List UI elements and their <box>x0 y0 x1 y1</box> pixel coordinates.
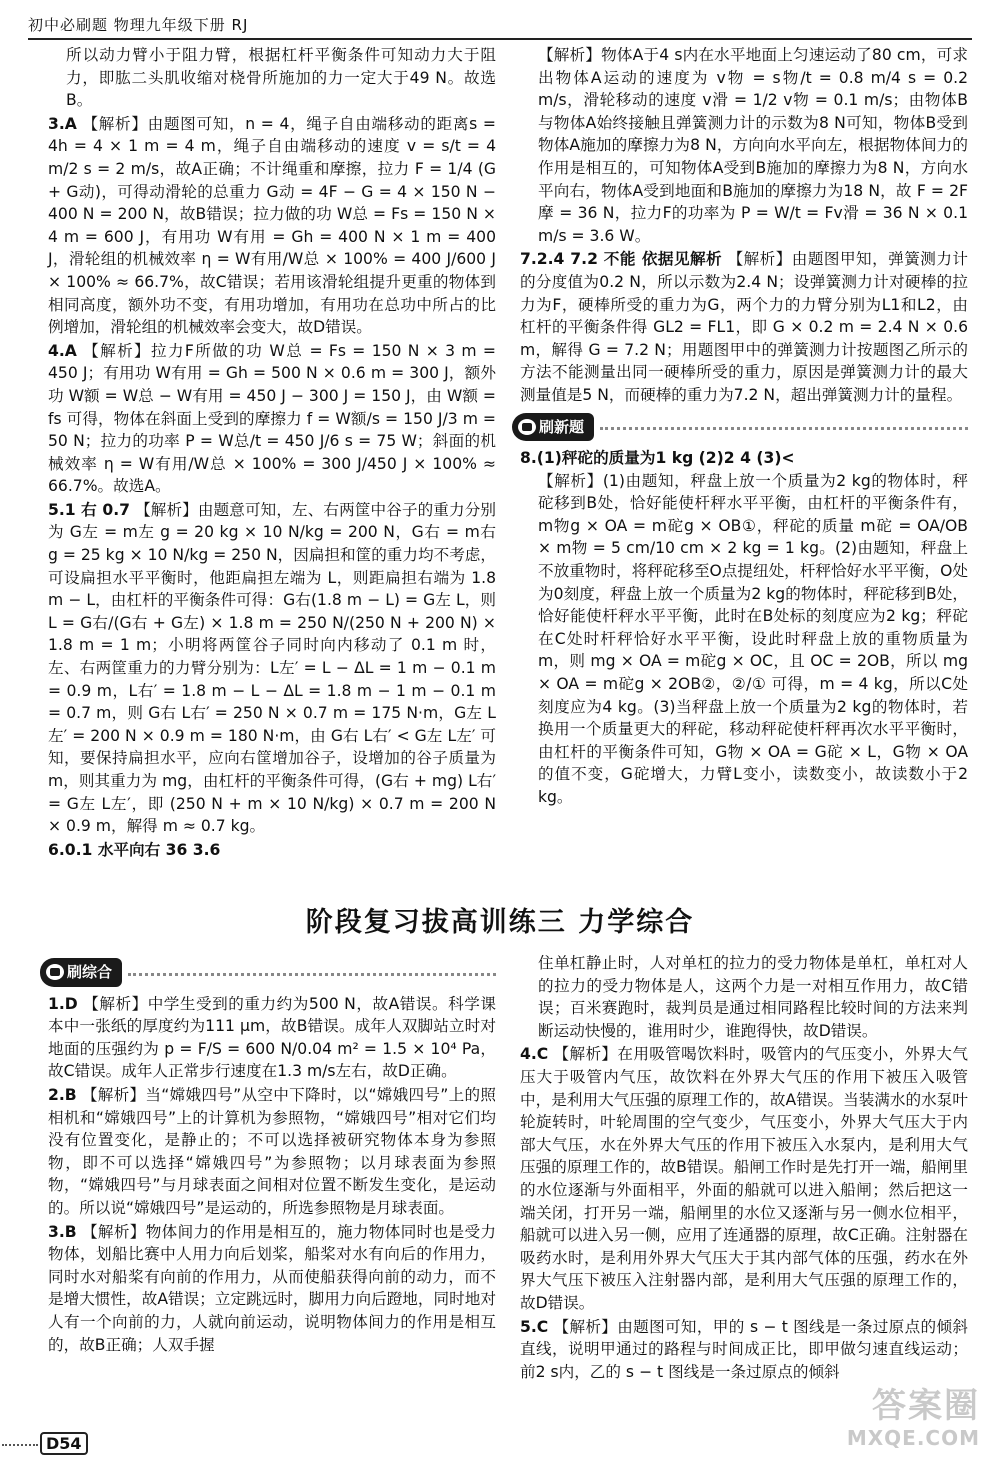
answer-5 <box>48 499 496 838</box>
answer-text: 【解析】拉力F所做的功 W总 = Fs = 150 N × 3 m = 450 J；有用功 W有用 = Gh = 500 N × 0.6 m = 300 J，额外功 W额 = W总 − W有用 = 450 J − 300 J = 150 J，由 W额 = fs 可得，物体在斜面上受到的摩擦力 f = W额/s = 150 J/3 m = 50 N；拉力的功率 P = W总/t = 450 J/6 s = 75 W；斜面的机械效率 η = W有用/W总 × 100% = 300 J/450 J × 100% ≈ 66.7%。故选A。 <box>48 341 496 496</box>
answer-number: 4.A <box>48 341 77 360</box>
answer-7 <box>520 248 968 406</box>
answer-continuation <box>48 44 496 112</box>
answer-4 <box>520 1043 968 1314</box>
answer-1 <box>48 993 496 1083</box>
answer-text: 【解析】中学生受到的重力约为500 N，故A错误。科学课本中一张纸的厚度约为111 μm，故B错误。成年人双脚站立时对地面的压强约为 p = F/S = 600 N/0.04 m² = 1.5 × 10⁴ Pa，故C错误。成年人正常步行速度在1.3 m/s左右，故D正确。 <box>48 994 496 1081</box>
answer-number: 2.B <box>48 1085 77 1104</box>
right-column-bottom <box>520 952 968 1383</box>
answer-text: 【解析】由题图可知，n = 4，绳子自由端移动的距离s = 4h = 4 × 1 m = 4 m，绳子自由端移动的速度 v = s/t = 4 m/2 s = 2 m/s，故A正确；不计绳重和摩擦，拉力 F = 1/4 (G + G动)，可得动滑轮的总重力 G动 = 4F − G = 4 × 150 N − 400 N = 200 N，故B错误；拉力做的功 W总 = Fs = 150 N × 4 m = 600 J，有用功 W有用 = Gh = 400 N × 1 m = 400 J，滑轮组的机械效率 η = W有用/W总 × 100% = 400 J/600 J × 100% ≈ 66.7%，故C错误；若用该滑轮组提升更重的物体到相同高度，额外功不变，有用功增加，有用功在总功中所占的比例增加，滑轮组的机械效率会变大，故D错误。 <box>48 114 496 337</box>
answer-3 <box>48 1221 496 1357</box>
header-title: 初中必刷题 物理九年级下册 RJ <box>28 16 249 34</box>
comprehensive-badge <box>40 958 122 987</box>
answer-number: 7.2.4 7.2 不能 依据见解析 <box>520 250 723 269</box>
answer-2 <box>48 1084 496 1220</box>
answer-number: 1.D <box>48 994 78 1013</box>
new-questions-banner <box>512 413 968 442</box>
answer-3 <box>48 113 496 339</box>
answer-text: 【解析】物体间力的作用是相互的，施力物体同时也是受力物体，划船比赛中人用力向后划桨，船桨对水有向后的作用力，同时水对船桨有向前的作用力，从而使船获得向前的动力，而不是增大惯性，故A错误；立定跳远时，脚用力向后蹬地，同时地对人有一个向前的力，人就向前运动，说明物体间力的作用是相互的，故B正确；人双手握 <box>48 1222 496 1354</box>
dotted-divider <box>128 973 496 976</box>
answer-text: 【解析】物体A于4 s内在水平地面上匀速运动了80 cm，可求出物体A运动的速度为 v物 = s物/t = 0.8 m/4 s = 0.2 m/s，滑轮移动的速度 v滑 = 1/2 v物 = 0.1 m/s；由物体B与物体A始终接触且弹簧测力计的示数为8 N可知，物体B受到物体A施加的摩擦力为8 N，方向向水平向左，根据物体间力的作用是相互的，可知物体A受到B施加的摩擦力为8 N，方向水平向右，物体A受到地面和B施加的摩擦力为18 N，故 F = 2F摩 = 36 N，拉力F的功率为 P = W/t = Fv滑 = 36 N × 0.1 m/s = 3.6 W。 <box>538 46 968 245</box>
answer-number: 4.C <box>520 1045 549 1064</box>
left-column-top <box>48 44 496 861</box>
answer-number: 5.1 右 0.7 <box>48 500 131 519</box>
answer-text: 住单杠静止时，人对单杠的拉力的受力物体是单杠，单杠对人的拉力的受力物体是人，这两个力是一对相互作用力，故C错误；百米赛跑时，裁判员是通过相同路程比较时间的方法来判断运动快慢的，谁用时少，谁跑得快，故D错误。 <box>538 954 968 1040</box>
answer-number: 8.(1)秤砣的质量为1 kg (2)2 4 (3)< <box>520 449 795 468</box>
watermark-logo <box>846 1386 980 1454</box>
right-column-top <box>520 44 968 809</box>
answer-text: 【解析】(1)由题知，秤盘上放一个质量为2 kg的物体时，秤砣移到B处，恰好能使杆秤水平平衡，由杠杆的平衡条件有，m物g × OA = m砣g × OB①，秤砣的质量 m砣 = OA/OB × m物 = 5 cm/10 cm × 2 kg = 1 kg。(2)由题知，秤盘上不放重物时，将秤砣移至O点提纽处，杆秤恰好水平平衡，O处为0刻度，秤盘上放一个质量为2 kg的物体时，秤砣移到B处，恰好能使杆秤水平平衡，此时在B处标的刻度应为2 kg；秤砣在C处时杆秤恰好水平平衡，设此时秤盘上放的重物质量为m，则 mg × OA = m砣g × OC，且 OC = 2OB，所以 mg × OA = m砣g × 2OB②，②/① 可得，m = 4 kg，所以C处刻度应为4 kg。(3)当秤盘上放一个质量为2 kg的物体时，若换用一个质量更大的秤砣，移动秤砣使杆秤再次水平平衡时，由杠杆的平衡条件可知，G物 × OA = G砣 × L，G物 × OA的值不变，G砣增大，力臂L变小，读数变小，故读数小于2 kg。 <box>538 471 968 806</box>
page-dots <box>2 1444 38 1446</box>
answer-8-explanation <box>520 470 968 809</box>
answer-number: 3.B <box>48 1222 77 1241</box>
book-icon <box>518 419 536 435</box>
answer-text: 【解析】由题意可知，左、右两筐中谷子的重力分别为 G左 = m左 g = 20 kg × 10 N/kg = 200 N，G右 = m右 g = 25 kg × 10 N/kg = 250 N，因扁担和筐的重力均不考虑，可设扁担水平平衡时，他距扁担左端为 L，则距扁担右端为 1.8 m − L，由杠杆的平衡条件可得：G右(1.8 m − L) = G左 L，则 L = G右/(G右 + G左) × 1.8 m = 250 N/(250 N + 200 N) × 1.8 m = 1 m；小明将两筐谷子同时向内移动了 0.1 m 时，左、右两筐重力的力臂分别为：L左′ = L − ΔL = 1 m − 0.1 m = 0.9 m，L右′ = 1.8 m − L − ΔL = 1.8 m − 1 m − 0.1 m = 0.7 m，则 G右 L右′ = 250 N × 0.7 m = 175 N·m，G左 L左′ = 200 N × 0.9 m = 180 N·m，由 G右 L右′ < G左 L左′ 可知，要保持扁担水平，应向右筐增加谷子，设增加的谷子质量为 m，则其重力为 mg，由杠杆的平衡条件可得，(G右 + mg) L右′ = G左 L左′，即 (250 N + m × 10 N/kg) × 0.7 m = 200 N × 0.9 m，解得 m ≈ 0.7 kg。 <box>48 500 496 836</box>
dotted-divider <box>600 427 968 430</box>
new-questions-badge <box>512 413 594 442</box>
answer-5 <box>520 1316 968 1384</box>
answer-text: 【解析】由题图甲知，弹簧测力计的分度值为0.2 N，所以示数为2.4 N；设弹簧测力计对硬棒的拉力为F，硬棒所受的重力为G，两个力的力臂分别为L1和L2，由杠杆的平衡条件得 GL2 = FL1，即 G × 0.2 m = 2.4 N × 0.6 m，解得 G = 7.2 N；用题图甲中的弹簧测力计按题图乙所示的方法不能测量出同一硬棒所受的重力，原因是弹簧测力计的最大测量值是5 N，而硬棒的重力为7.2 N，超出弹簧测力计的量程。 <box>520 250 968 404</box>
answer-text: 【解析】由题图可知，甲的 s − t 图线是一条过原点的倾斜直线，说明甲通过的路程与时间成正比，即甲做匀速直线运动；前2 s内，乙的 s − t 图线是一条过原点的倾斜 <box>520 1317 968 1381</box>
answer-text: 【解析】在用吸管喝饮料时，吸管内的气压变小，外界大气压大于吸管内气压，故饮料在外界大气压的作用下被压入吸管中，是利用大气压强的原理工作的，故A错误。当装满水的水泵叶轮旋转时，叶轮周围的空气变少，气压变小，外界大气压大于内部大气压，水在外界大气压的作用下被压入水泵内，是利用大气压强的原理工作的，故B错误。船闸工作时是先打开一端，船闸里的水位逐渐与外面相平，外面的船就可以进入船闸；然后把这一端关闭，打开另一端，船闸里的水位又逐渐与另一侧水位相平，船就可以进入另一侧，应用了连通器的原理，故C正确。注射器在吸药水时，是利用外界大气压大于其内部气体的压强，药水在外界大气压下被压入注射器内部，是利用大气压强的原理工作的，故D错误。 <box>520 1045 968 1312</box>
answer-8 <box>520 447 968 470</box>
answer-text: 【解析】当“嫦娥四号”从空中下降时，以“嫦娥四号”上的照相机和“嫦娥四号”上的计算机为参照物，“嫦娥四号”相对它们均没有位置变化，是静止的；不可以选择被研究物体本身为参照物，即不可以选择“嫦娥四号”为参照物；以月球表面为参照物，“嫦娥四号”与月球表面之间相对位置不断发生变化，是运动的。所以说“嫦娥四号”是运动的，所选参照物是月球表面。 <box>48 1085 496 1217</box>
page-number: D54 <box>40 1432 88 1455</box>
watermark-line1: 答案圈 <box>872 1386 980 1426</box>
answer-number: 6.0.1 水平向右 36 3.6 <box>48 840 221 859</box>
badge-label: 刷综合 <box>67 963 113 981</box>
book-icon <box>46 964 64 980</box>
answer-text: 所以动力臂小于阻力臂，根据杠杆平衡条件可知动力大于阻力，即肱二头肌收缩对桡骨所施加的力一定大于49 N。故选B。 <box>66 46 496 110</box>
answer-6 <box>48 839 496 862</box>
answer-number: 5.C <box>520 1317 549 1336</box>
answer-number: 3.A <box>48 114 77 133</box>
left-column-bottom <box>48 952 496 1356</box>
comprehensive-banner <box>40 958 496 987</box>
watermark-line2: MXQE.COM <box>846 1426 980 1450</box>
page-header <box>28 8 972 40</box>
badge-label: 刷新题 <box>539 417 585 436</box>
section-title: 阶段复习拔高训练三 力学综合 <box>305 907 695 938</box>
answer-continuation <box>520 44 968 247</box>
answer-continuation <box>520 952 968 1042</box>
answer-4 <box>48 340 496 498</box>
